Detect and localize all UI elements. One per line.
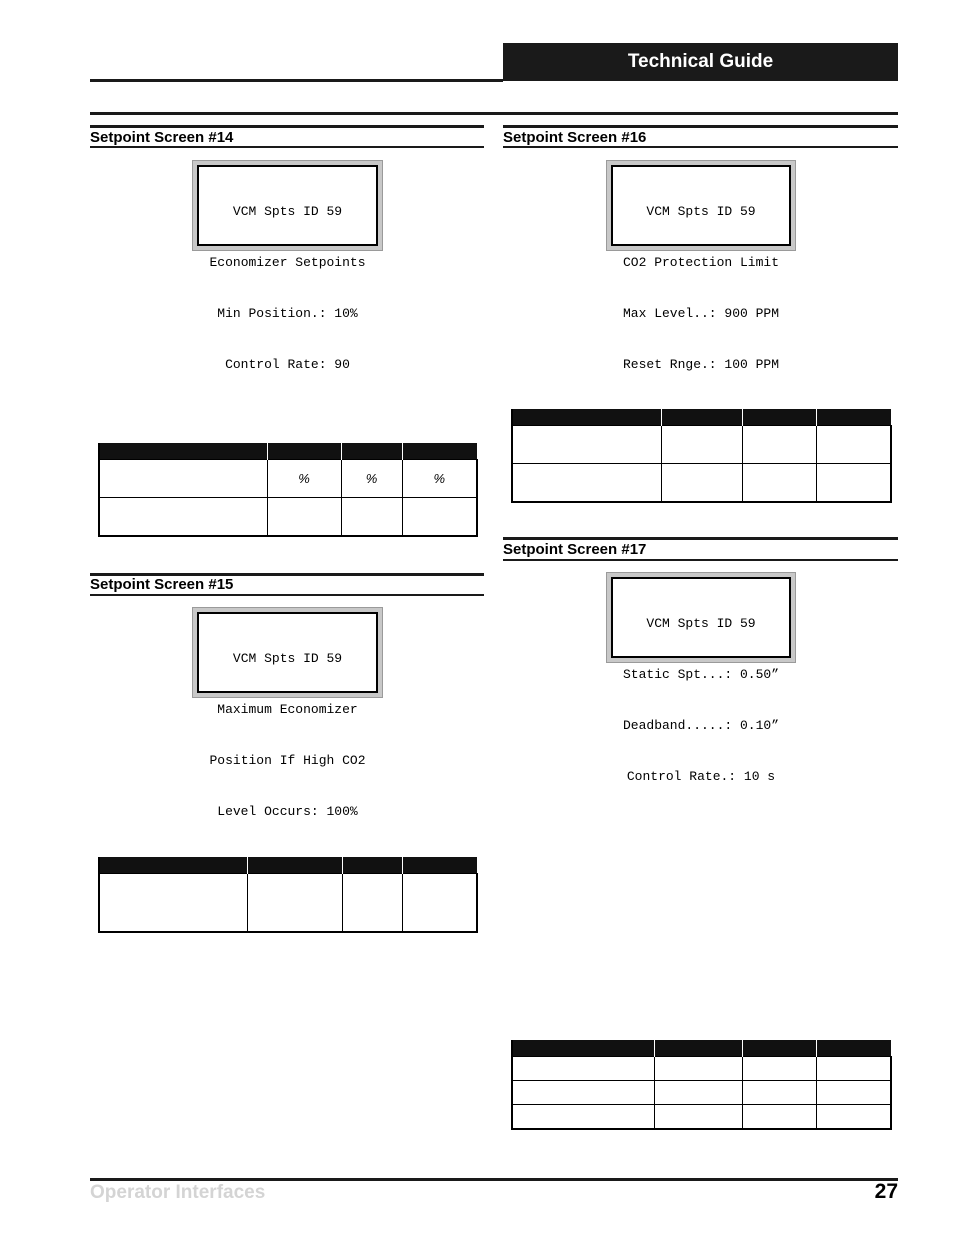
table-cell bbox=[654, 1057, 742, 1081]
table-cell bbox=[99, 874, 247, 932]
lcd-line: VCM Spts ID 59 bbox=[646, 616, 756, 631]
lcd-line: CO2 Protection Limit bbox=[622, 255, 780, 270]
table-cell bbox=[816, 426, 891, 464]
lcd-screen-16 bbox=[606, 160, 796, 372]
section-16-rule-top bbox=[503, 125, 898, 128]
table-cell bbox=[402, 498, 477, 536]
lcd-line: VCM Spts ID 59 bbox=[646, 204, 756, 219]
table-cell bbox=[742, 1105, 816, 1129]
table-cell bbox=[742, 426, 816, 464]
table-cell bbox=[342, 874, 402, 932]
table-cell bbox=[742, 1081, 816, 1105]
footer-section-name: Operator Interfaces bbox=[90, 1182, 266, 1203]
lcd-line: Level Occurs: 100% bbox=[217, 804, 358, 819]
table-cell bbox=[816, 1057, 891, 1081]
table-cell bbox=[816, 1105, 891, 1129]
header-title: Technical Guide bbox=[503, 43, 898, 81]
section-14-rule-top bbox=[90, 125, 484, 128]
top-rule bbox=[90, 112, 898, 115]
table-cell bbox=[512, 1081, 654, 1105]
table-cell bbox=[742, 1057, 816, 1081]
table-15 bbox=[98, 857, 478, 933]
table-cell bbox=[267, 498, 341, 536]
header-rule bbox=[90, 79, 503, 82]
lcd-line: Control Rate: 90 bbox=[225, 357, 350, 372]
table-cell bbox=[512, 426, 661, 464]
table-cell bbox=[661, 464, 742, 502]
lcd-line: Economizer Setpoints bbox=[209, 255, 366, 270]
section-17-title: Setpoint Screen #17 bbox=[503, 541, 647, 558]
section-17-rule-top bbox=[503, 537, 898, 540]
table-cell: % bbox=[341, 460, 402, 498]
section-15-title: Setpoint Screen #15 bbox=[90, 576, 234, 593]
lcd-line: VCM Spts ID 59 bbox=[232, 204, 343, 219]
lcd-line: Maximum Economizer bbox=[217, 702, 358, 717]
lcd-screen-14 bbox=[192, 160, 383, 372]
lcd-line: Reset Rnge.: 100 PPM bbox=[622, 357, 780, 372]
section-15-rule-bottom bbox=[90, 594, 484, 596]
table-cell bbox=[402, 874, 477, 932]
section-14-rule-bottom bbox=[90, 146, 484, 148]
section-14-title: Setpoint Screen #14 bbox=[90, 129, 234, 146]
lcd-line: Static Spt...: 0.50” bbox=[622, 667, 780, 682]
table-cell: % bbox=[267, 460, 341, 498]
table-cell bbox=[654, 1081, 742, 1105]
table-cell bbox=[247, 874, 342, 932]
table-14 bbox=[98, 443, 478, 537]
table-cell bbox=[512, 1057, 654, 1081]
table-cell bbox=[661, 426, 742, 464]
lcd-screen-17 bbox=[606, 572, 796, 784]
table-cell bbox=[341, 498, 402, 536]
table-cell bbox=[816, 464, 891, 502]
table-16 bbox=[511, 409, 892, 503]
table-cell bbox=[816, 1081, 891, 1105]
table-cell bbox=[512, 1105, 654, 1129]
page-number: 27 bbox=[874, 1180, 898, 1203]
lcd-line: VCM Spts ID 59 bbox=[232, 651, 343, 666]
section-16-rule-bottom bbox=[503, 146, 898, 148]
footer-rule bbox=[90, 1178, 898, 1181]
lcd-line: Min Position.: 10% bbox=[217, 306, 358, 321]
lcd-screen-15 bbox=[192, 607, 383, 819]
lcd-line: Position If High CO2 bbox=[209, 753, 366, 768]
table-cell: % bbox=[402, 460, 477, 498]
lcd-line: Deadband.....: 0.10” bbox=[622, 718, 780, 733]
table-cell bbox=[99, 460, 267, 498]
lcd-line: Control Rate.: 10 s bbox=[626, 769, 776, 784]
section-17-rule-bottom bbox=[503, 559, 898, 561]
section-16-title: Setpoint Screen #16 bbox=[503, 129, 647, 146]
table-cell bbox=[654, 1105, 742, 1129]
table-cell bbox=[512, 464, 661, 502]
table-17 bbox=[511, 1040, 892, 1130]
lcd-line: Max Level..: 900 PPM bbox=[622, 306, 780, 321]
table-cell bbox=[99, 498, 267, 536]
table-cell bbox=[742, 464, 816, 502]
